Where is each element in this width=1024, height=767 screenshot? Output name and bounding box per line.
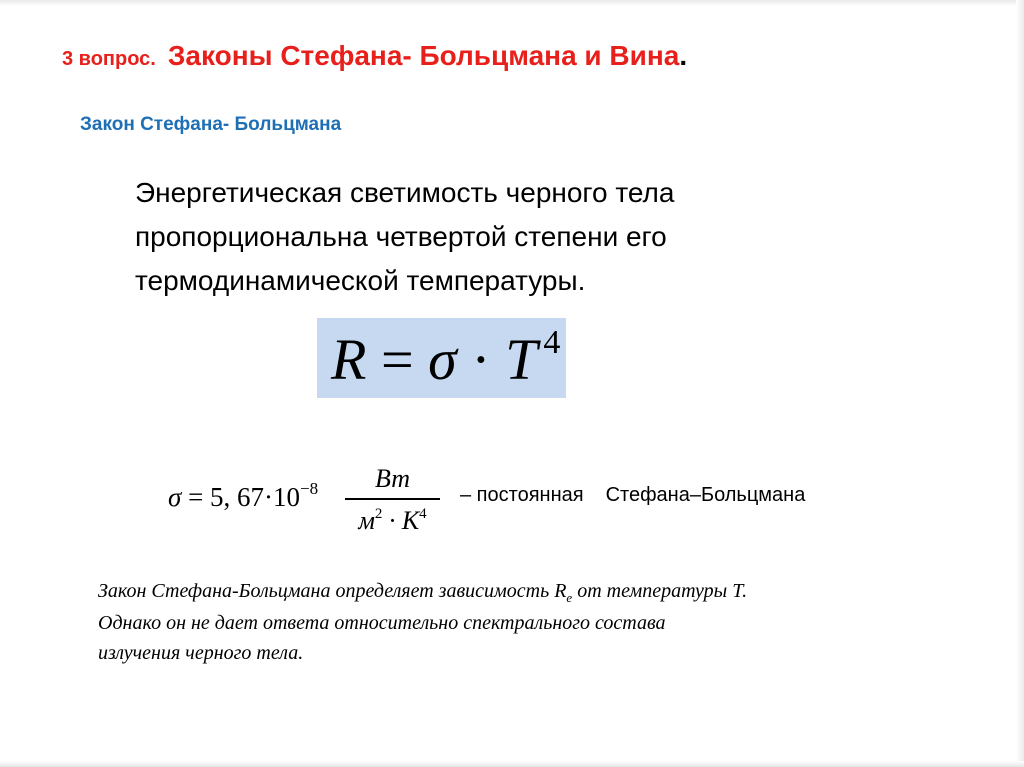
explanation-paragraph — [98, 576, 958, 668]
subscript-e: e — [566, 590, 573, 605]
formula-R: R — [331, 327, 367, 392]
fraction-bar — [345, 498, 440, 500]
unit-dot: · — [382, 505, 402, 535]
paragraph-line — [98, 576, 958, 608]
question-number: 3 вопрос. — [62, 48, 156, 70]
slide-frame-bottom — [0, 761, 1024, 767]
constant-exponent: −8 — [300, 479, 319, 498]
paragraph-line1-end: от температуры Т. — [572, 580, 748, 602]
paragraph-line1-text: Закон Стефана-Больцмана определяет зависимость R — [98, 580, 567, 602]
constant-desc-part2: Стефана–Больцмана — [605, 484, 806, 506]
title-period: . — [679, 40, 688, 71]
constant-desc-part1: – постоянная — [460, 484, 584, 506]
units-numerator: Вт — [375, 464, 410, 493]
constant-formula — [168, 462, 458, 544]
constant-description — [460, 484, 805, 507]
units-fraction — [345, 462, 440, 542]
statement-line: термодинамической температуры. — [135, 265, 586, 296]
formula-sigma: σ — [428, 327, 457, 392]
slide-frame-top — [0, 0, 1024, 6]
constant-number: = 5, 67·10 — [181, 482, 301, 512]
constant-value — [168, 479, 319, 513]
formula-dot: · — [471, 327, 491, 392]
law-statement — [135, 171, 855, 303]
unit-k: К — [401, 505, 420, 535]
statement-line: Энергетическая светимость черного тела — [135, 177, 675, 208]
formula-T: T — [505, 327, 538, 392]
main-formula — [331, 320, 560, 409]
slide-title — [62, 40, 687, 72]
section-subtitle: Закон Стефана- Больцмана — [80, 114, 342, 135]
statement-line: пропорциональна четвертой степени его — [135, 221, 667, 252]
title-text: Законы Стефана- Больцмана и Вина — [167, 40, 680, 71]
slide-frame-right — [1016, 0, 1024, 767]
constant-sigma: σ — [168, 482, 182, 512]
main-formula-box — [317, 318, 566, 398]
paragraph-line: излучения черного тела. — [98, 642, 304, 664]
unit-m: м — [358, 505, 375, 535]
paragraph-line: Однако он не дает ответа относительно спектрального состава — [98, 612, 666, 634]
formula-exponent: 4 — [543, 324, 561, 361]
units-denominator — [345, 504, 440, 542]
unit-m-exponent: 2 — [374, 505, 383, 522]
unit-k-exponent: 4 — [419, 505, 427, 522]
formula-equals: = — [380, 327, 414, 392]
